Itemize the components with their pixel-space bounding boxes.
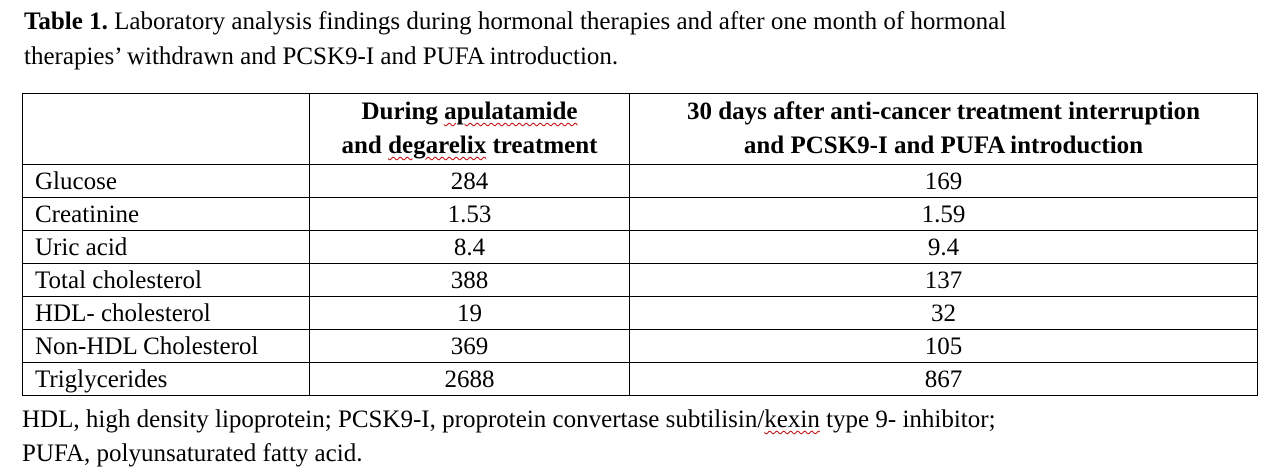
table-row bbox=[23, 297, 1258, 330]
header-after-interruption bbox=[630, 94, 1258, 165]
row-after-value: 1.59 bbox=[630, 198, 1258, 231]
header-during-prefix: During bbox=[361, 98, 445, 125]
footnote-line-1-text: HDL, high density lipoprotein; PCSK9-I, proprotein convertase subtilisin/ bbox=[22, 406, 765, 433]
row-after-value: 169 bbox=[630, 165, 1258, 198]
table-caption bbox=[24, 4, 1244, 74]
row-during-value: 1.53 bbox=[310, 198, 630, 231]
header-during-line-1 bbox=[320, 95, 619, 129]
header-during-suffix: treatment bbox=[486, 132, 598, 159]
header-during-treatment bbox=[310, 94, 630, 165]
row-during-value: 369 bbox=[310, 330, 630, 363]
row-during-value: 8.4 bbox=[310, 231, 630, 264]
table-footnote bbox=[22, 403, 1262, 471]
header-parameter bbox=[23, 94, 310, 165]
row-during-value: 388 bbox=[310, 264, 630, 297]
table-row bbox=[23, 330, 1258, 363]
caption-line-2: therapies’ withdrawn and PCSK9-I and PUFA introduction. bbox=[24, 43, 619, 70]
table-row bbox=[23, 264, 1258, 297]
row-name: Non-HDL Cholesterol bbox=[23, 330, 310, 363]
row-during-value: 19 bbox=[310, 297, 630, 330]
table-row bbox=[23, 231, 1258, 264]
caption-label: Table 1. bbox=[24, 8, 108, 35]
row-name: Triglycerides bbox=[23, 363, 310, 396]
footnote-line-2: PUFA, polyunsaturated fatty acid. bbox=[22, 440, 363, 467]
row-during-value: 284 bbox=[310, 165, 630, 198]
header-after-line-2: and PCSK9-I and PUFA introduction bbox=[743, 132, 1144, 159]
row-name: Uric acid bbox=[23, 231, 310, 264]
header-drug-apulatamide: apulatamide bbox=[444, 98, 578, 125]
header-after-line-1: 30 days after anti-cancer treatment interruption bbox=[686, 98, 1201, 125]
header-drug-degarelix: degarelix bbox=[388, 132, 487, 159]
footnote-line-1-end: type 9- inhibitor; bbox=[819, 406, 996, 433]
table-header-row bbox=[23, 94, 1258, 165]
row-during-value: 2688 bbox=[310, 363, 630, 396]
header-during-and: and bbox=[341, 132, 389, 159]
table-row bbox=[23, 363, 1258, 396]
footnote-line-1 bbox=[22, 403, 1262, 437]
table-row bbox=[23, 165, 1258, 198]
row-after-value: 9.4 bbox=[630, 231, 1258, 264]
row-name: Glucose bbox=[23, 165, 310, 198]
row-after-value: 105 bbox=[630, 330, 1258, 363]
lab-results-table bbox=[22, 93, 1258, 396]
caption-line-1 bbox=[24, 4, 1244, 39]
row-name: HDL- cholesterol bbox=[23, 297, 310, 330]
table-row bbox=[23, 198, 1258, 231]
header-during-line-2 bbox=[320, 129, 619, 163]
footnote-word-kexin: kexin bbox=[764, 406, 820, 433]
row-after-value: 32 bbox=[630, 297, 1258, 330]
row-name: Total cholesterol bbox=[23, 264, 310, 297]
row-after-value: 137 bbox=[630, 264, 1258, 297]
caption-text-1: Laboratory analysis findings during hormonal therapies and after one month of hormonal bbox=[107, 8, 1007, 35]
row-name: Creatinine bbox=[23, 198, 310, 231]
row-after-value: 867 bbox=[630, 363, 1258, 396]
